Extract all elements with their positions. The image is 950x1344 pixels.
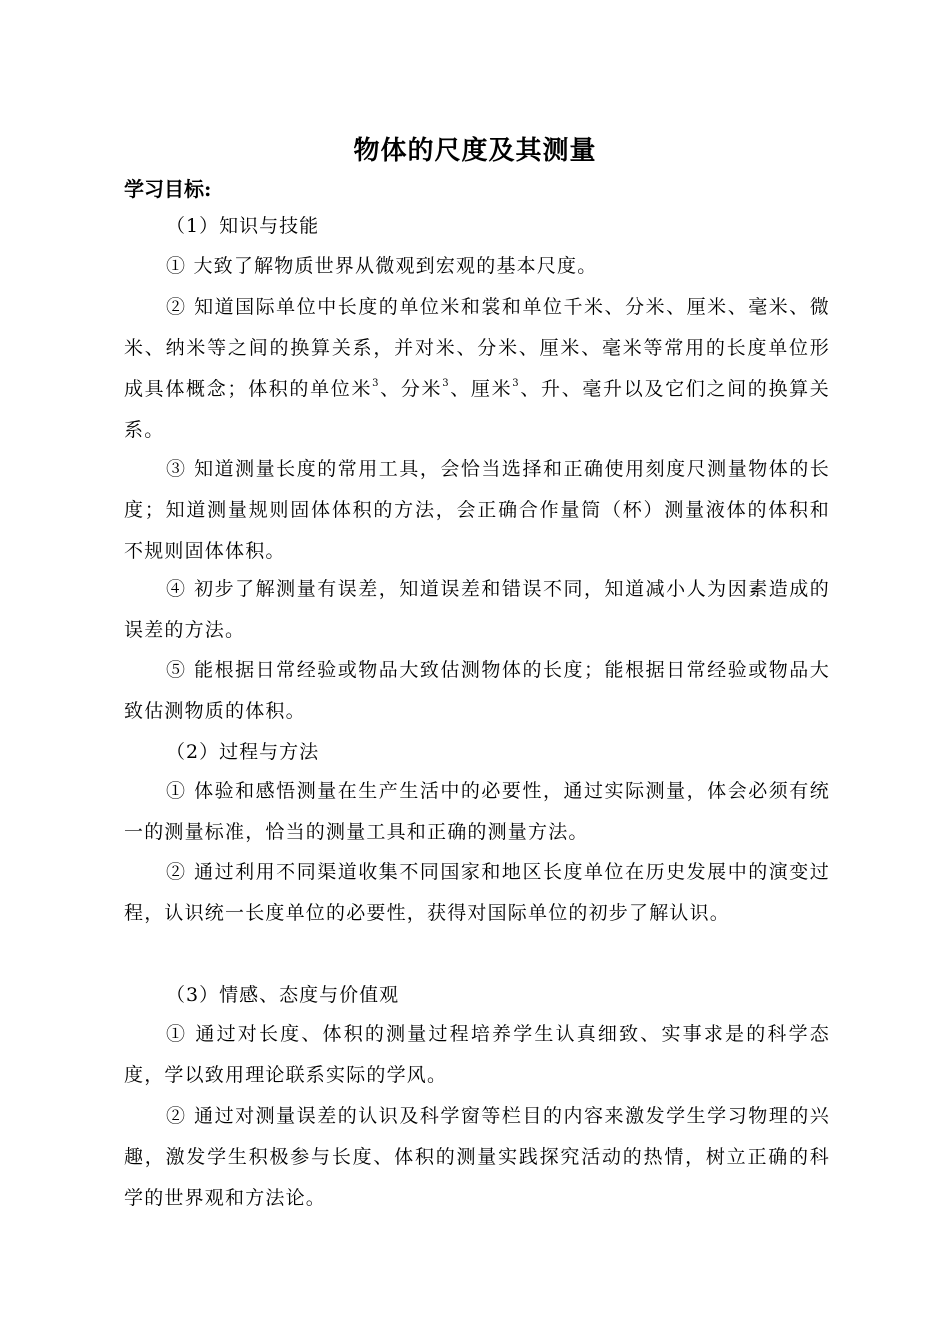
objective-item-text: 、分米 xyxy=(379,378,443,400)
objective-item-text: ② 知道国际单位中长度的单位米和裳和单位千米、分米、厘米、毫米、微米、纳米等之间的换算关系，并对米、分米、厘米、毫米等常用的长度单位形成具体概念； xyxy=(124,296,830,400)
objective-item: ④ 初步了解测量有误差，知道误差和错误不同，知道减小人为因素造成的误差的方法。 xyxy=(124,578,830,641)
objective-item-text: 、厘米 xyxy=(449,378,513,400)
objective-item: ① 大致了解物质世界从微观到宏观的基本尺度。 xyxy=(166,255,598,277)
section-heading-attitude-values: （3）情感、态度与价值观 xyxy=(166,984,400,1006)
objective-item: ⑤ 能根据日常经验或物品大致估测物体的长度；能根据日常经验或物品大致估测物质的体积。 xyxy=(124,659,830,722)
objective-item xyxy=(124,287,830,451)
superscript: 3 xyxy=(372,378,380,389)
objective-item-text: 体积的单位米 xyxy=(247,378,373,400)
objective-item: ① 通过对长度、体积的测量过程培养学生认真细致、实事求是的科学态度，学以致用理论联系实际的学风。 xyxy=(124,1023,830,1086)
objective-item: ② 通过对测量误差的认识及科学窗等栏目的内容来激发学生学习物理的兴趣，激发学生积极参与长度、体积的测量实践探究活动的热情，树立正确的科学的世界观和方法论。 xyxy=(124,1105,830,1209)
objective-item: ② 通过利用不同渠道收集不同国家和地区长度单位在历史发展中的演变过程，认识统一长度单位的必要性，获得对国际单位的初步了解认识。 xyxy=(124,861,830,924)
superscript: 3 xyxy=(512,378,520,389)
document-title: 物体的尺度及其测量 xyxy=(353,136,597,166)
objectives-heading: 学习目标: xyxy=(124,177,212,201)
objective-item: ① 体验和感悟测量在生产生活中的必要性，通过实际测量，体会必须有统一的测量标准，恰当的测量工具和正确的测量方法。 xyxy=(124,780,830,843)
superscript: 3 xyxy=(442,378,450,389)
section-heading-knowledge-skills: （1）知识与技能 xyxy=(166,215,320,237)
objective-item: ③ 知道测量长度的常用工具，会恰当选择和正确使用刻度尺测量物体的长度；知道测量规则固体体积的方法，会正确合作量筒（杯）测量液体的体积和不规则固体体积。 xyxy=(124,458,830,562)
objective-item-text: 、升、毫升以及它们之间的换算关系。 xyxy=(124,378,831,441)
section-heading-process-method: （2）过程与方法 xyxy=(166,741,320,763)
